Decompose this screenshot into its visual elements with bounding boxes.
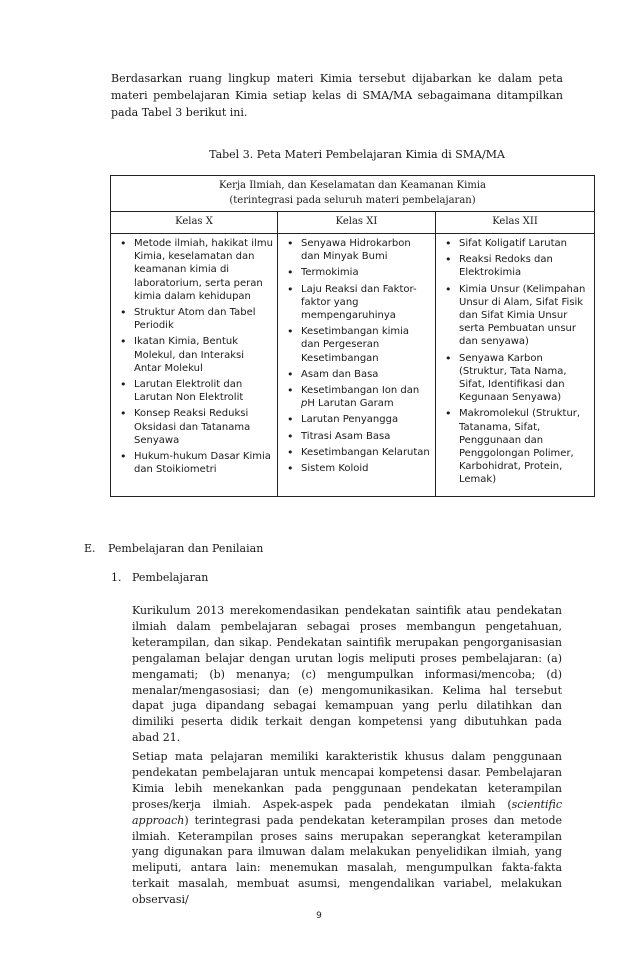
column-kelas-xii: Kelas XII — [436, 212, 595, 234]
intro-paragraph: Berdasarkan ruang lingkup materi Kimia tersebut dijabarkan ke dalam peta materi pembelajaran Kimia setiap kelas di SMA/MA sebagaimana ditampilkan pada Tabel 3 berikut ini. — [111, 72, 563, 119]
page-number: 9 — [316, 911, 322, 921]
section-heading — [84, 542, 263, 555]
paragraph-text: ) terintegrasi pada pendekatan keterampilan proses dan metode ilmiah. Keterampilan proses sains merupakan seperangkat keterampilan yang digunakan para ilmuwan dalam melakukan penyelidikan ilmiah, yang meliputi, antara lain: menemukan masalah, mengumpulkan fakta-fakta terkait masalah, membuat asumsi, mengendalikan variabel, melakukan observasi/ — [132, 813, 562, 907]
list-item: • Reaksi Redoks dan Elektrokimia — [459, 253, 590, 279]
list-item: • Senyawa Hidrokarbon dan Minyak Bumi — [301, 237, 431, 263]
list-item: • Asam dan Basa — [301, 368, 431, 381]
list-item: • Sistem Koloid — [301, 462, 431, 475]
table-header-cell — [111, 176, 595, 212]
paragraph-kurikulum: Kurikulum 2013 merekomendasikan pendekatan saintifik atau pendekatan ilmiah dalam pembelajaran sebagai proses membangun pengetahuan, keterampilan, dan sikap. Pendekatan saintifik merupakan pengorganisasian pengalaman belajar dengan urutan logis meliputi proses pembelajaran: (a) mengamati; (b) menanya; (c) mengumpulkan informasi/mencoba; (d) menalar/mengasosiasi; dan (e) mengomunikasikan. Kelima hal tersebut dapat juga dipandang sebagai kemampuan yang perlu dilatihkan dan dimiliki peserta didik terkait dengan kompetensi yang dibutuhkan pada abad 21. — [132, 604, 562, 745]
table-caption: Tabel 3. Peta Materi Pembelajaran Kimia di SMA/MA — [209, 148, 505, 161]
list-item: • Hukum-hukum Dasar Kimia dan Stoikiometri — [134, 450, 273, 476]
list-item: • Kimia Unsur (Kelimpahan Unsur di Alam, Sifat Fisik dan Sifat Kimia Unsur serta Pembuatan unsur dan senyawa) — [459, 283, 590, 349]
list-item: • Ikatan Kimia, Bentuk Molekul, dan Interaksi Antar Molekul — [134, 335, 273, 375]
list-item: • Kesetimbangan Kelarutan — [301, 446, 431, 459]
list-item: • Konsep Reaksi Reduksi Oksidasi dan Tatanama Senyawa — [134, 407, 273, 447]
list-item: • Larutan Penyangga — [301, 413, 431, 426]
column-kelas-x: Kelas X — [111, 212, 278, 234]
item-text-italic: p — [301, 398, 308, 410]
list-item: • Sifat Koligatif Larutan — [459, 237, 590, 250]
paragraph-karakteristik — [132, 749, 562, 908]
table-header-line1: Kerja Ilmiah, dan Keselamatan dan Keamanan Kimia — [219, 180, 486, 191]
list-item: • Struktur Atom dan Tabel Periodik — [134, 306, 273, 332]
list-item: • Larutan Elektrolit dan Larutan Non Elektrolit — [134, 378, 273, 404]
subsection-heading — [111, 571, 208, 584]
list-item: • Titrasi Asam Basa — [301, 430, 431, 443]
list-item: • Termokimia — [301, 266, 431, 279]
table-header-line2: (terintegrasi pada seluruh materi pembelajaran) — [229, 195, 476, 206]
section-title: Pembelajaran dan Penilaian — [108, 542, 264, 555]
list-item: • Laju Reaksi dan Faktor-faktor yang mempengaruhinya — [301, 283, 431, 323]
list-item: • Metode ilmiah, hakikat ilmu Kimia, keselamatan dan keamanan kimia di laboratorium, serta peran kimia dalam kehidupan — [134, 237, 273, 303]
item-text: H Larutan Garam — [307, 398, 394, 410]
item-text: Kesetimbangan Ion dan — [301, 385, 420, 397]
kelas-x-cell — [111, 234, 278, 497]
list-item — [301, 384, 431, 410]
chemistry-map-table — [110, 175, 595, 497]
paragraph-italic-term: scientific approach — [132, 797, 562, 827]
subsection-title: Pembelajaran — [132, 571, 209, 584]
section-label: E. — [84, 542, 96, 555]
kelas-xii-cell — [436, 234, 595, 497]
kelas-xi-cell — [278, 234, 436, 497]
column-kelas-xi: Kelas XI — [278, 212, 436, 234]
paragraph-text: Setiap mata pelajaran memiliki karakteristik khusus dalam penggunaan pendekatan pembelajaran untuk mencapai kompetensi dasar. Pembelajaran Kimia lebih menekankan pada penggunaan pendekatan keterampilan proses/kerja ilmiah. Aspek-aspek pada pendekatan ilmiah ( — [132, 750, 562, 811]
list-item: • Kesetimbangan kimia dan Pergeseran Kesetimbangan — [301, 325, 431, 365]
list-item: • Senyawa Karbon (Struktur, Tata Nama, Sifat, Identifikasi dan Kegunaan Senyawa) — [459, 352, 590, 405]
subsection-label: 1. — [111, 571, 122, 584]
list-item: • Makromolekul (Struktur, Tatanama, Sifat, Penggunaan dan Penggolongan Polimer, Karbohidrat, Protein, Lemak) — [459, 407, 590, 486]
